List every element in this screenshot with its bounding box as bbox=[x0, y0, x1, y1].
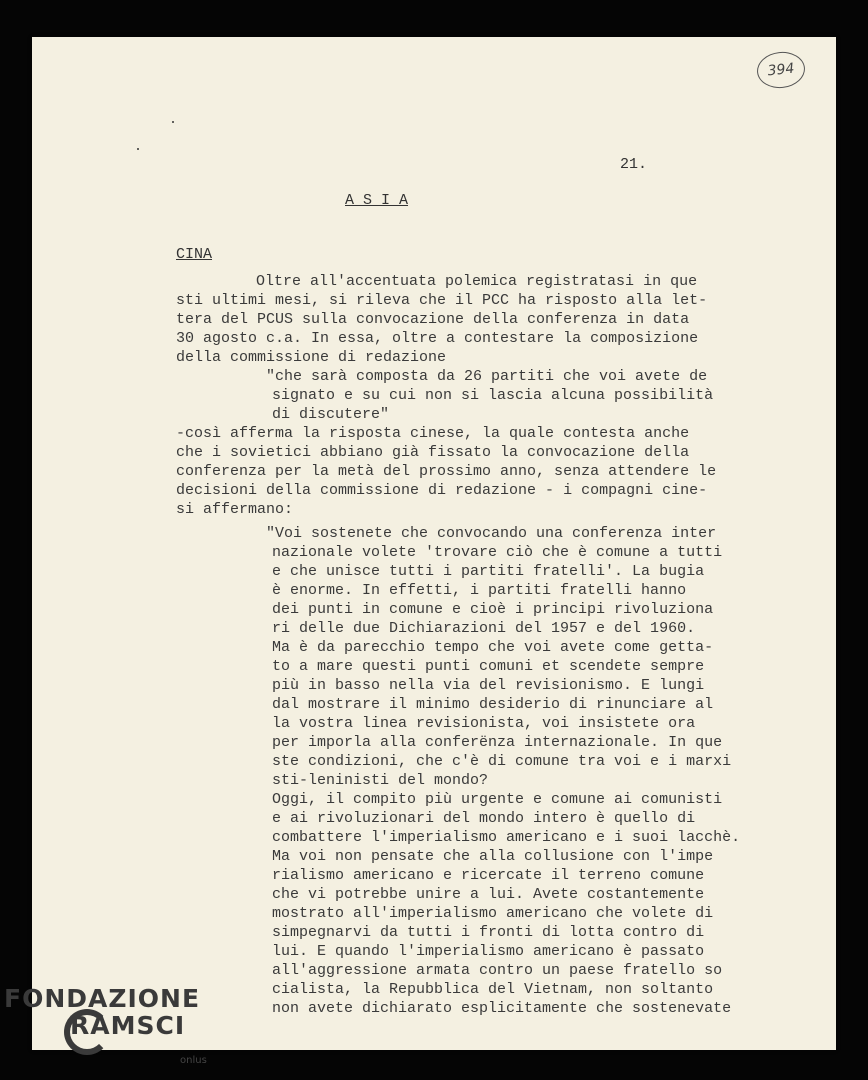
text-line: decisioni della commissione di redazione - i compagni cine- bbox=[176, 482, 708, 499]
ink-speck bbox=[172, 121, 174, 123]
text-line: dal mostrare il minimo desiderio di rinunciare al bbox=[272, 696, 714, 713]
text-line: simpegnarvi da tutti i fronti di lotta contro di bbox=[272, 924, 705, 941]
text-line: e ai rivoluzionari del mondo intero è quello di bbox=[272, 810, 696, 827]
text-line: combattere l'imperialismo americano e i suoi lacchè. bbox=[272, 829, 741, 846]
page-number: 21. bbox=[620, 156, 648, 173]
watermark-onlus: onlus bbox=[180, 1055, 207, 1066]
text-line: più in basso nella via del revisionismo. E lungi bbox=[272, 677, 705, 694]
text-line: rialismo americano e ricercate il terreno comune bbox=[272, 867, 705, 884]
text-line: 30 agosto c.a. In essa, oltre a contestare la composizione bbox=[176, 330, 699, 347]
text-line: "che sarà composta da 26 partiti che voi avete de bbox=[266, 368, 708, 385]
text-line: dei punti in comune e cioè i principi rivoluziona bbox=[272, 601, 714, 618]
text-line: sti-leninisti del mondo? bbox=[272, 772, 489, 789]
ink-speck bbox=[137, 148, 139, 150]
text-line: tera del PCUS sulla convocazione della conferenza in data bbox=[176, 311, 690, 328]
text-line: non avete dichiarato esplicitamente che sostenevate bbox=[272, 1000, 732, 1017]
text-line: ri delle due Dichiarazioni del 1957 e del 1960. bbox=[272, 620, 696, 637]
text-line: che i sovietici abbiano già fissato la convocazione della bbox=[176, 444, 690, 461]
text-line: "Voi sostenete che convocando una conferenza inter bbox=[266, 525, 717, 542]
fondazione-gramsci-watermark bbox=[4, 984, 207, 1066]
text-line: la vostra linea revisionista, voi insistete ora bbox=[272, 715, 696, 732]
text-line: Ma è da parecchio tempo che voi avete come getta- bbox=[272, 639, 714, 656]
text-line: nazionale volete 'trovare ciò che è comune a tutti bbox=[272, 544, 723, 561]
g-logo-icon bbox=[64, 1009, 110, 1055]
text-line: -così afferma la risposta cinese, la quale contesta anche bbox=[176, 425, 690, 442]
watermark-line1: FONDAZIONE bbox=[4, 984, 201, 1013]
subsection-title: CINA bbox=[176, 246, 213, 263]
section-title bbox=[345, 192, 408, 209]
text-line: all'aggressione armata contro un paese fratello so bbox=[272, 962, 723, 979]
text-line: è enorme. In effetti, i partiti fratelli hanno bbox=[272, 582, 687, 599]
archive-number-stamp: 394 bbox=[755, 50, 807, 91]
section-title-text: A S I A bbox=[345, 192, 409, 209]
text-line: di discutere" bbox=[272, 406, 390, 423]
text-line: della commissione di redazione bbox=[176, 349, 447, 366]
text-line: Oltre all'accentuata polemica registratasi in que bbox=[256, 273, 698, 290]
text-line: si affermano: bbox=[176, 501, 294, 518]
text-line: ste condizioni, che c'è di comune tra voi e i marxi bbox=[272, 753, 732, 770]
text-line: lui. E quando l'imperialismo americano è passato bbox=[272, 943, 705, 960]
text-line: Ma voi non pensate che alla collusione con l'impe bbox=[272, 848, 714, 865]
text-line: Oggi, il compito più urgente e comune ai comunisti bbox=[272, 791, 723, 808]
text-line: signato e su cui non si lascia alcuna possibilità bbox=[272, 387, 714, 404]
text-line: e che unisce tutti i partiti fratelli'. La bugia bbox=[272, 563, 705, 580]
text-line: che vi potrebbe unire a lui. Avete costantemente bbox=[272, 886, 705, 903]
watermark-line2: RAMSCI bbox=[70, 1011, 186, 1040]
text-line: cialista, la Repubblica del Vietnam, non soltanto bbox=[272, 981, 714, 998]
text-line: mostrato all'imperialismo americano che volete di bbox=[272, 905, 714, 922]
text-line: conferenza per la metà del prossimo anno, senza attendere le bbox=[176, 463, 717, 480]
text-line: per imporla alla conferënza internazionale. In que bbox=[272, 734, 723, 751]
text-line: sti ultimi mesi, si rileva che il PCC ha risposto alla let- bbox=[176, 292, 708, 309]
text-line: to a mare questi punti comuni et scendete sempre bbox=[272, 658, 705, 675]
